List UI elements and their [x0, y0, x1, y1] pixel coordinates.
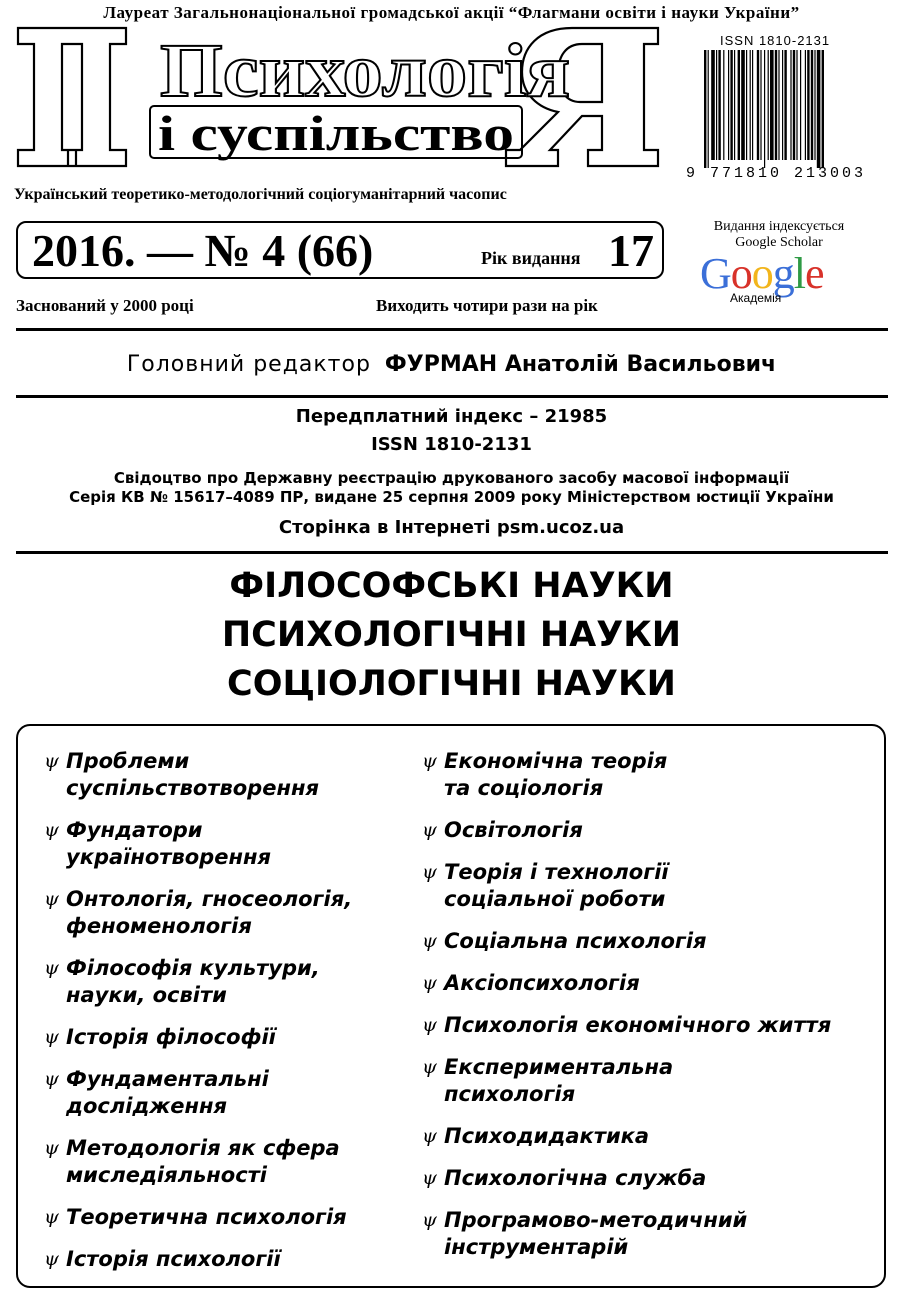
topic-text: Психодидактика: [444, 1124, 650, 1148]
topics-box: [16, 724, 886, 1288]
laureate-line: Лауреат Загальнонаціональної громадської акції “Флагмани освіти і науки України”: [103, 3, 800, 22]
barcode-bar: [822, 50, 824, 168]
title-main: Психологія: [160, 29, 570, 113]
barcode-icon: [704, 50, 868, 168]
topic-text: українотворення: [66, 845, 271, 869]
topics-right-column: [422, 748, 831, 1276]
psi-bullet-icon: ψ: [44, 750, 59, 772]
topic-item: [44, 1135, 352, 1189]
indexing-note: [684, 219, 874, 251]
google-sub: Академія: [730, 291, 782, 305]
barcode-bar: [784, 50, 786, 160]
psi-bullet-icon: ψ: [422, 861, 437, 883]
topic-text: Фундатори: [66, 818, 203, 842]
science-3: СОЦІОЛОГІЧНІ НАУКИ: [227, 664, 676, 704]
topic-text: Програмово-методичний: [444, 1208, 748, 1232]
topic-text: Філософія культури,: [66, 956, 320, 980]
barcode-issn: ISSN 1810-2131: [720, 33, 831, 48]
topic-text: Освітологія: [444, 818, 583, 842]
topic-item: [44, 1204, 352, 1231]
barcode-bar: [807, 50, 809, 160]
topic-item: [422, 1123, 831, 1150]
topic-text: Фундаментальні: [66, 1067, 269, 1091]
topic-text: Проблеми: [66, 749, 190, 773]
barcode-bar: [738, 50, 740, 160]
topic-text: Аксіопсихологія: [444, 971, 640, 995]
google-letter: o: [730, 249, 752, 298]
topic-item: [422, 1165, 831, 1192]
topic-text: Теоретична психологія: [66, 1205, 347, 1229]
barcode-bar: [716, 50, 717, 160]
topic-text: Економічна теорія: [444, 749, 668, 773]
barcode-bar: [782, 50, 783, 160]
barcode-bar: [760, 50, 761, 160]
frequency-text: Виходить чотири рази на рік: [376, 296, 598, 315]
psi-bullet-icon: ψ: [422, 1014, 437, 1036]
topic-text: Експериментальна: [444, 1055, 674, 1079]
journal-masthead: [10, 22, 670, 182]
topic-text: психологія: [444, 1082, 576, 1106]
barcode-bar: [811, 50, 813, 160]
editor-name: ФУРМАН Анатолій Васильович: [384, 352, 777, 377]
topic-item: [422, 970, 831, 997]
barcode-bar: [770, 50, 774, 160]
topic-text: Психологія економічного життя: [444, 1013, 832, 1037]
barcode-bar: [711, 50, 715, 160]
barcode-bar: [750, 50, 751, 160]
psi-bullet-icon: ψ: [422, 1167, 437, 1189]
google-letter: e: [805, 249, 824, 298]
barcode-bar: [790, 50, 791, 160]
topic-item: [44, 817, 352, 871]
divider: [16, 328, 888, 331]
divider: [16, 395, 888, 398]
tagline: Український теоретико-методологічний соціогуманітарний часопис: [14, 186, 507, 203]
barcode-bar: [704, 50, 706, 168]
barcode-bar: [757, 50, 759, 160]
barcode-bar: [814, 50, 815, 160]
barcode-digits: 9 771810 213003: [686, 165, 867, 182]
certificate-line2: Серія КВ № 15617–4089 ПР, видане 25 серпня 2009 року Міністерством юстиції України: [69, 488, 834, 506]
barcode-bar: [793, 50, 795, 160]
psi-bullet-icon: ψ: [44, 1137, 59, 1159]
barcode-bar: [775, 50, 777, 160]
topic-item: [44, 1246, 352, 1273]
topic-text: Методологія як сфера: [66, 1136, 340, 1160]
founded-text: Заснований у 2000 році: [16, 296, 194, 315]
topic-item: [422, 1012, 831, 1039]
barcode-bar: [718, 50, 720, 160]
google-letter: G: [700, 249, 731, 298]
topic-text: Соціальна психологія: [444, 929, 707, 953]
issue-number: 2016. — № 4 (66): [32, 225, 374, 276]
barcode-bar: [800, 50, 801, 160]
barcode-bar: [746, 50, 747, 160]
indexing-line2: Google Scholar: [735, 235, 823, 250]
psi-bullet-icon: ψ: [44, 1206, 59, 1228]
google-letter: g: [772, 249, 794, 298]
title-sub: і суспільство: [158, 105, 514, 161]
psi-bullet-icon: ψ: [422, 972, 437, 994]
topic-text: та соціологія: [444, 776, 604, 800]
psi-bullet-icon: ψ: [422, 1125, 437, 1147]
subscription-index: Передплатний індекс – 21985: [295, 406, 608, 427]
topic-text: миследіяльності: [66, 1163, 268, 1187]
psi-bullet-icon: ψ: [422, 930, 437, 952]
year-label: Рік видання: [481, 248, 581, 268]
science-2: ПСИХОЛОГІЧНІ НАУКИ: [221, 615, 682, 655]
barcode-bar: [817, 50, 821, 168]
topic-item: [44, 1024, 352, 1051]
barcode-bar: [764, 50, 765, 168]
topic-text: Теорія і технології: [444, 860, 669, 884]
topic-text: науки, освіти: [66, 983, 227, 1007]
barcode-bar: [708, 50, 709, 168]
barcode-bar: [796, 50, 797, 160]
topic-text: Онтологія, гносеологія,: [66, 887, 353, 911]
google-letter: l: [793, 249, 806, 298]
psi-bullet-icon: ψ: [422, 750, 437, 772]
psi-bullet-icon: ψ: [44, 819, 59, 841]
topic-item: [44, 1066, 352, 1120]
topic-item: [422, 1207, 831, 1261]
barcode-bar: [741, 50, 745, 160]
editor-line: [0, 352, 903, 377]
psi-bullet-icon: ψ: [44, 888, 59, 910]
website-line: Сторінка в Інтернеті psm.ucoz.ua: [278, 517, 625, 538]
divider: [16, 551, 888, 554]
certificate-line1: Свідоцтво про Державну реєстрацію друкованого засобу масової інформації: [113, 469, 790, 487]
topic-item: [422, 859, 831, 913]
topic-item: [422, 748, 831, 802]
topic-item: [44, 955, 352, 1009]
issue-box: [16, 221, 664, 279]
barcode-bar: [734, 50, 735, 160]
topic-text: Історія філософії: [66, 1025, 276, 1049]
psi-bullet-icon: ψ: [44, 1026, 59, 1048]
topic-item: [422, 1054, 831, 1108]
barcode-bar: [728, 50, 729, 160]
topic-text: феноменологія: [66, 914, 252, 938]
psi-bullet-icon: ψ: [44, 1068, 59, 1090]
psi-bullet-icon: ψ: [44, 1248, 59, 1270]
barcode-bar: [730, 50, 732, 160]
topic-text: суспільствотворення: [66, 776, 319, 800]
topic-item: [44, 748, 352, 802]
editor-label: Головний редактор: [126, 352, 371, 377]
topic-text: інструментарій: [444, 1235, 629, 1259]
barcode-bar: [778, 50, 779, 160]
topic-text: дослідження: [66, 1094, 228, 1118]
topic-text: Історія психології: [66, 1247, 281, 1271]
topic-text: Психологічна служба: [444, 1166, 707, 1190]
indexing-line1: Видання індексується: [713, 219, 845, 234]
topic-item: [422, 928, 831, 955]
topic-item: [422, 817, 831, 844]
barcode-bar: [723, 50, 724, 160]
google-letter: o: [751, 249, 773, 298]
psi-bullet-icon: ψ: [422, 819, 437, 841]
psi-bullet-icon: ψ: [44, 957, 59, 979]
issn-line: ISSN 1810-2131: [371, 434, 532, 455]
topics-left-column: [44, 748, 352, 1288]
topic-item: [44, 886, 352, 940]
psi-bullet-icon: ψ: [422, 1209, 437, 1231]
psi-bullet-icon: ψ: [422, 1056, 437, 1078]
year-number: 17: [608, 225, 654, 276]
barcode-bar: [805, 50, 806, 160]
science-1: ФІЛОСОФСЬКІ НАУКИ: [229, 566, 674, 606]
barcode-bar: [768, 50, 769, 160]
barcode-bar: [752, 50, 753, 160]
topic-text: соціальної роботи: [444, 887, 666, 911]
